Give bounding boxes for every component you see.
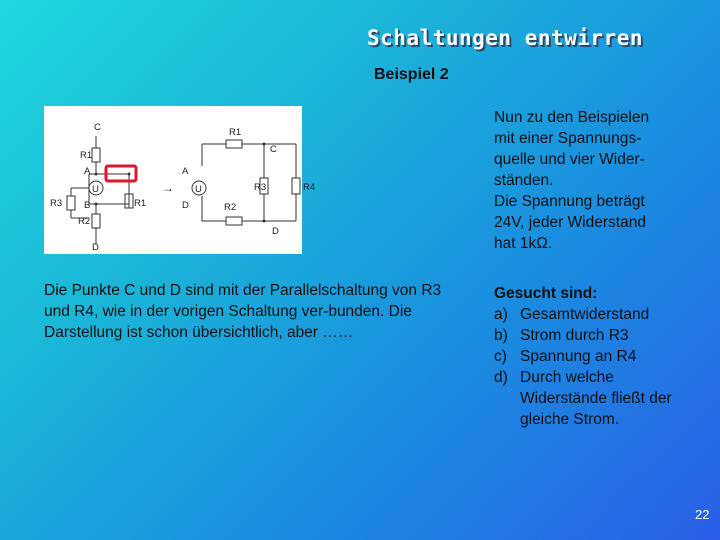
- intro-line: hat 1kΩ.: [494, 235, 553, 252]
- list-marker: c): [494, 348, 507, 365]
- list-item: [494, 304, 704, 325]
- list-text: Spannung an R4: [520, 348, 637, 365]
- list-marker: b): [494, 327, 508, 344]
- label-a-left: A: [84, 166, 91, 177]
- label-r2-left: R2: [78, 216, 91, 227]
- list-text: Strom durch R3: [520, 327, 629, 344]
- intro-line: mit einer Spannungs-: [494, 130, 642, 147]
- list-marker: a): [494, 306, 508, 323]
- page-number: 22: [695, 507, 710, 522]
- gesucht-heading: Gesucht sind:: [494, 285, 598, 302]
- resistor-r1-left: [92, 148, 100, 162]
- intro-line: 24V, jeder Widerstand: [494, 214, 646, 231]
- intro-line: quelle und vier Wider-: [494, 151, 645, 168]
- diagram-arrow: →: [162, 181, 174, 195]
- list-marker: d): [494, 369, 508, 386]
- label-r1-right: R1: [229, 127, 242, 138]
- list-text: Durch welche Widerstände fließt der gleiche Strom.: [520, 369, 672, 428]
- resistor-r4-right: [292, 178, 300, 194]
- slide-subtitle: Beispiel 2: [374, 66, 449, 83]
- resistor-r2-right: [226, 217, 242, 225]
- label-d-bottom-right: D: [272, 226, 279, 237]
- label-r1-mid: R1: [134, 198, 147, 209]
- list-item: [494, 367, 704, 430]
- resistor-r3-left: [67, 196, 75, 210]
- label-r4-right: R4: [303, 182, 316, 193]
- gesucht-list: [494, 283, 704, 430]
- intro-line: ständen.: [494, 172, 554, 189]
- label-r3-right: R3: [254, 182, 267, 193]
- resistor-r2-left: [92, 214, 100, 228]
- intro-line: Die Spannung beträgt: [494, 193, 645, 210]
- label-u-right: U: [195, 184, 202, 195]
- label-c-right: C: [270, 144, 277, 155]
- label-r3-left: R3: [50, 198, 63, 209]
- intro-line: Nun zu den Beispielen: [494, 109, 650, 126]
- intro-text: [494, 107, 694, 254]
- label-d-left: D: [92, 242, 99, 253]
- label-r2-right: R2: [224, 202, 237, 213]
- circuit-diagram-svg: [44, 106, 316, 254]
- list-item: [494, 325, 704, 346]
- label-d-right: D: [182, 200, 189, 211]
- list-text: Gesamtwiderstand: [520, 306, 650, 323]
- description-text: Die Punkte C und D sind mit der Parallelschaltung von R3 und R4, wie in der vorigen Schaltung ver-bunden. Die Darstellung ist schon übersichtlich, aber ……: [44, 282, 442, 341]
- label-top-c: C: [94, 122, 101, 133]
- label-r1-left: R1: [80, 150, 93, 161]
- slide-title: Schaltungen entwirren: [367, 26, 644, 50]
- label-a-right: A: [182, 166, 189, 177]
- list-item: [494, 346, 704, 367]
- label-b-left: B: [84, 200, 91, 211]
- label-u-left: U: [92, 184, 99, 195]
- resistor-r1-right: [226, 140, 242, 148]
- circuit-diagram: [44, 106, 316, 254]
